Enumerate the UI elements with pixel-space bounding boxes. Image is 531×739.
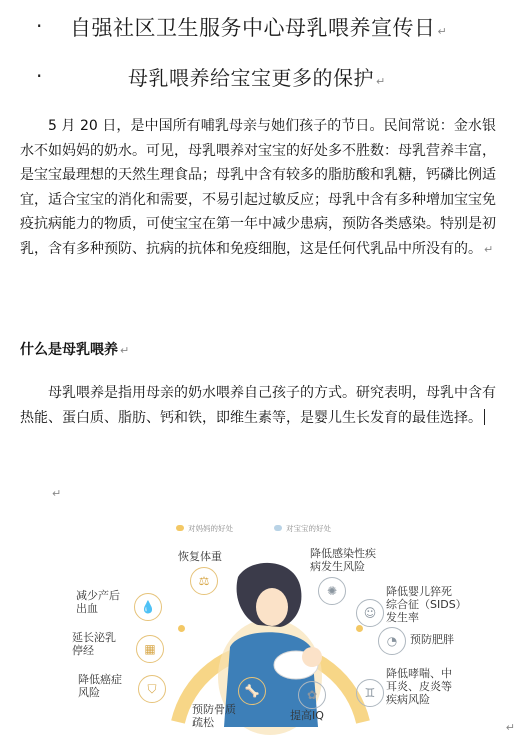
definition-paragraph[interactable] <box>20 381 496 430</box>
document-title <box>70 12 510 42</box>
document-subtitle <box>128 62 448 91</box>
paragraph-mark-icon: ↵ <box>437 25 448 38</box>
legend-mother <box>176 523 233 534</box>
breastfeeding-benefits-infographic <box>60 517 480 735</box>
benefit-reduce-bleeding: 减少产后 出血 <box>76 589 120 615</box>
benefit-prevent-obesity: 预防肥胖 <box>410 633 454 646</box>
paragraph-mark-icon: ↵ <box>52 487 62 500</box>
section-heading[interactable] <box>20 339 129 359</box>
baby-head <box>302 647 322 667</box>
document-subtitle-text: 母乳喂养给宝宝更多的保护 <box>128 66 374 90</box>
bullet-marker: · <box>36 14 43 38</box>
bullet-marker: · <box>36 64 43 88</box>
benefit-prevent-osteoporosis: 预防骨质 疏松 <box>192 703 236 729</box>
document-title-text: 自强社区卫生服务中心母乳喂养宣传日 <box>70 16 436 40</box>
legend-baby-swatch <box>274 525 282 531</box>
benefit-reduce-sids: 降低婴儿猝死 综合征（SIDS） 发生率 <box>386 585 467 624</box>
benefit-reduce-infection: 降低感染性疾 病发生风险 <box>310 547 376 573</box>
scale-icon: ⚖ <box>190 567 218 595</box>
paragraph-mark-icon: ↵ <box>484 242 494 256</box>
text-cursor <box>484 409 485 425</box>
paragraph-mark-icon: ↵ <box>376 75 386 88</box>
paragraph-mark-icon: ↵ <box>505 721 515 734</box>
calendar-icon: ▦ <box>136 635 164 663</box>
legend-baby <box>274 523 331 534</box>
bone-icon: 🦴 <box>238 677 266 705</box>
paragraph-mark-icon: ↵ <box>120 344 130 357</box>
drop-icon: 💧 <box>134 593 162 621</box>
lungs-icon: ♊ <box>356 679 384 707</box>
benefit-reduce-asthma: 降低哮喘、中 耳炎、皮炎等 疾病风险 <box>386 667 452 706</box>
legend-baby-label: 对宝宝的好处 <box>286 524 331 533</box>
brain-icon: ✿ <box>298 681 326 709</box>
legend-mother-swatch <box>176 525 184 531</box>
shield-icon: ⛉ <box>138 675 166 703</box>
intro-paragraph-text: 5 月 20 日，是中国所有哺乳母亲与她们孩子的节日。民间常说：金水银水不如妈妈的奶水。可见，母乳喂养对宝宝的好处多不胜数：母乳营养丰富，是宝宝最理想的天然生理食品；母乳中含有较多的脂肪酸和乳糖，钙磷比例适宜，适合宝宝的消化和需要，不易引起过敏反应；母乳中含有多种增加宝宝免疫抗病能力的物质，可使宝宝在第一年中减少患病，预防各类感染。特别是初乳，含有多种预防、抗病的抗体和免疫细胞，这是任何代乳品中所没有的。 <box>20 118 496 257</box>
belly-icon: ◔ <box>378 627 406 655</box>
legend-mother-label: 对妈妈的好处 <box>188 524 233 533</box>
definition-paragraph-text: 母乳喂养是指用母亲的奶水喂养自己孩子的方式。研究表明，母乳中含有热能、蛋白质、脂肪、钙和铁，即维生素等，是婴儿生长发育的最佳选择。 <box>20 385 496 426</box>
arc-dot <box>356 625 363 632</box>
virus-icon: ✺ <box>318 577 346 605</box>
baby-icon: ☺ <box>356 599 384 627</box>
benefit-delay-menstruation: 延长泌乳 停经 <box>72 631 116 657</box>
benefit-restore-weight: 恢复体重 <box>178 550 222 563</box>
benefit-reduce-cancer: 降低癌症 风险 <box>78 673 122 699</box>
arc-dot <box>178 625 185 632</box>
intro-paragraph[interactable] <box>20 114 496 263</box>
section-heading-text: 什么是母乳喂养 <box>20 342 118 358</box>
benefit-improve-iq: 提高IQ <box>290 709 324 722</box>
mother-face <box>256 588 288 626</box>
